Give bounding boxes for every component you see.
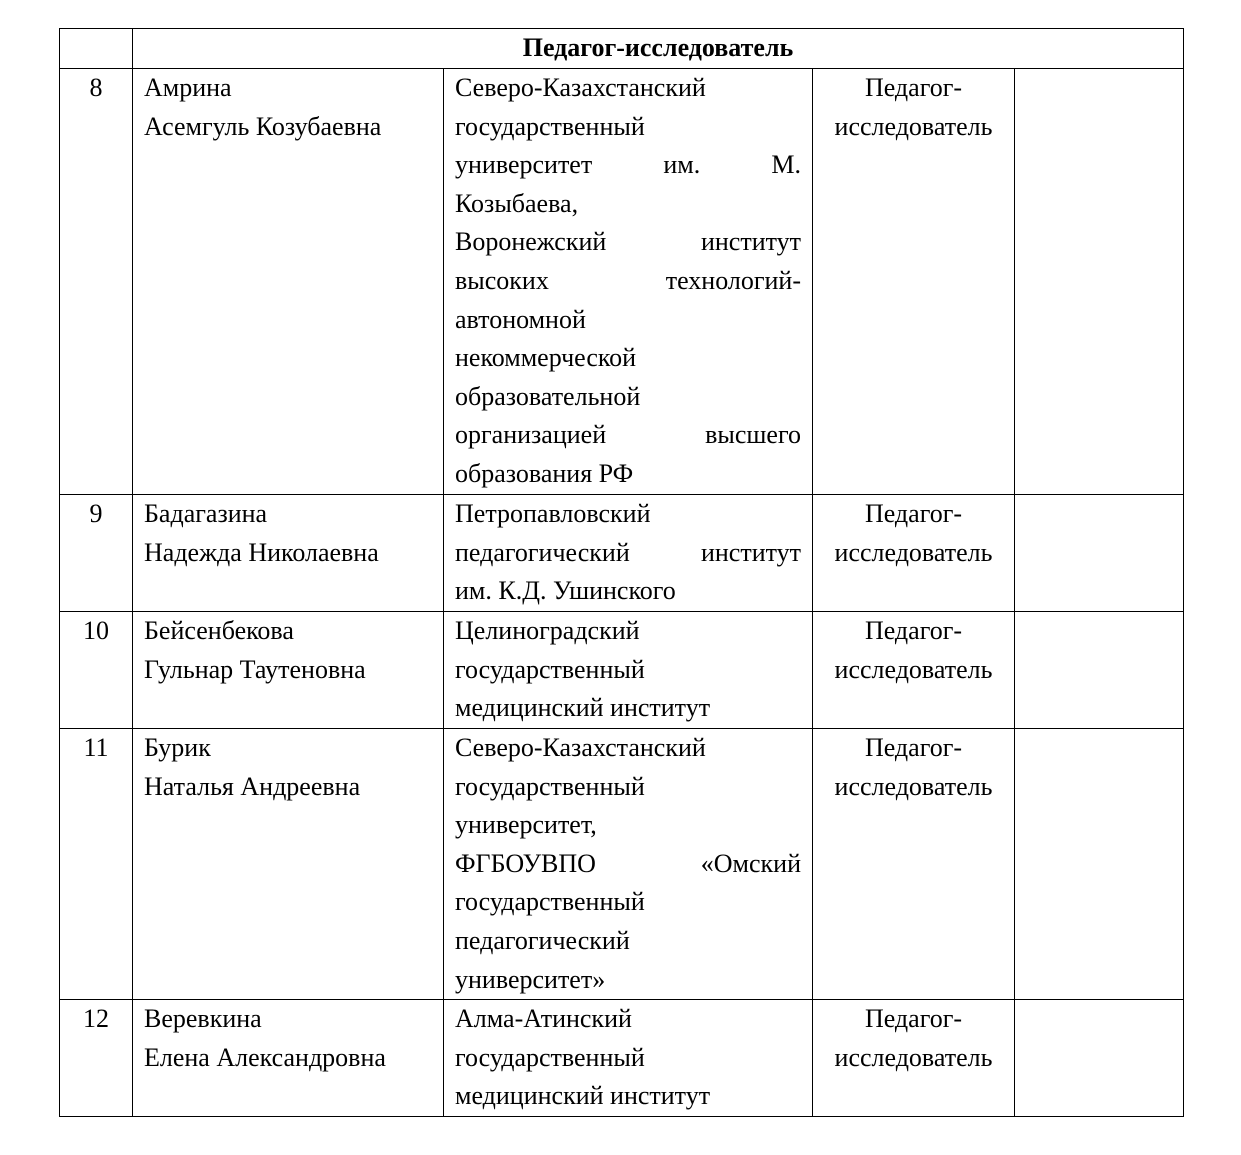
org-line: Целиноградский bbox=[455, 616, 640, 645]
person-surname: Веревкина bbox=[144, 1004, 262, 1034]
org-line: Северо-Казахстанский bbox=[455, 73, 706, 102]
position-line: Педагог- bbox=[864, 616, 963, 645]
org-line: педагогический институт bbox=[455, 537, 801, 567]
position-line: Педагог- bbox=[864, 733, 963, 762]
org-line: государственный bbox=[455, 1042, 645, 1072]
table-row bbox=[60, 495, 1184, 612]
section-header-row bbox=[60, 29, 1184, 69]
note-cell bbox=[1015, 1000, 1184, 1117]
org-line: Воронежский институт bbox=[455, 227, 801, 257]
org-line: государственный bbox=[455, 111, 645, 141]
position-line: Педагог- bbox=[864, 1004, 963, 1034]
person-surname: Бейсенбекова bbox=[144, 616, 294, 645]
position-line: Педагог- bbox=[864, 499, 963, 528]
person-given-name: Наталья Андреевна bbox=[144, 771, 361, 801]
table-row bbox=[60, 612, 1184, 729]
org-line: государственный bbox=[455, 887, 645, 917]
position-line: исследователь bbox=[834, 1042, 993, 1072]
position-line: исследователь bbox=[834, 537, 993, 567]
person-given-name: Асемгуль Козубаевна bbox=[144, 111, 382, 141]
org-line: университет, bbox=[455, 810, 597, 840]
table-row bbox=[60, 729, 1184, 1000]
person-surname: Бадагазина bbox=[144, 499, 268, 528]
person-given-name: Гульнар Таутеновна bbox=[144, 654, 366, 684]
person-name-cell bbox=[133, 69, 444, 495]
organization-cell bbox=[444, 495, 813, 612]
org-line: образования РФ bbox=[455, 458, 634, 488]
organization-cell bbox=[444, 1000, 813, 1117]
org-line: университет им. М. bbox=[455, 150, 801, 180]
person-name-cell bbox=[133, 495, 444, 612]
position-line: исследователь bbox=[834, 771, 993, 801]
note-cell bbox=[1015, 495, 1184, 612]
person-name-cell bbox=[133, 1000, 444, 1117]
position-line: Педагог- bbox=[864, 73, 963, 102]
org-line: ФГБОУВПО «Омский bbox=[455, 848, 801, 878]
org-line: Козыбаева, bbox=[455, 188, 579, 218]
section-title: Педагог-исследователь bbox=[133, 29, 1184, 69]
org-line: государственный bbox=[455, 654, 645, 684]
note-cell bbox=[1015, 729, 1184, 1000]
person-name-cell bbox=[133, 729, 444, 1000]
position-cell bbox=[813, 1000, 1015, 1117]
row-number: 11 bbox=[60, 729, 133, 1000]
organization-cell bbox=[444, 612, 813, 729]
person-surname: Амрина bbox=[144, 73, 232, 102]
org-line: Алма-Атинский bbox=[455, 1004, 632, 1034]
position-cell bbox=[813, 69, 1015, 495]
person-name-cell bbox=[133, 612, 444, 729]
org-line: Петропавловский bbox=[455, 499, 651, 528]
row-number: 10 bbox=[60, 612, 133, 729]
row-number: 9 bbox=[60, 495, 133, 612]
org-line: медицинский институт bbox=[455, 1081, 711, 1111]
person-given-name: Надежда Николаевна bbox=[144, 537, 379, 567]
organization-cell bbox=[444, 69, 813, 495]
section-header-num-cell bbox=[60, 29, 133, 69]
org-line: медицинский институт bbox=[455, 693, 711, 723]
organization-cell bbox=[444, 729, 813, 1000]
position-line: исследователь bbox=[834, 654, 993, 684]
org-line: государственный bbox=[455, 771, 645, 801]
org-line: им. К.Д. Ушинского bbox=[455, 576, 676, 606]
table-row bbox=[60, 1000, 1184, 1117]
position-cell bbox=[813, 729, 1015, 1000]
person-given-name: Елена Александровна bbox=[144, 1042, 386, 1072]
staff-table bbox=[59, 28, 1184, 1117]
person-surname: Бурик bbox=[144, 733, 211, 762]
note-cell bbox=[1015, 69, 1184, 495]
row-number: 12 bbox=[60, 1000, 133, 1117]
note-cell bbox=[1015, 612, 1184, 729]
org-line: педагогический bbox=[455, 925, 630, 955]
org-line: Северо-Казахстанский bbox=[455, 733, 706, 762]
org-line: образовательной bbox=[455, 381, 641, 411]
position-cell bbox=[813, 612, 1015, 729]
table-row bbox=[60, 69, 1184, 495]
position-cell bbox=[813, 495, 1015, 612]
row-number: 8 bbox=[60, 69, 133, 495]
org-line: некоммерческой bbox=[455, 343, 637, 373]
org-line: университет» bbox=[455, 964, 606, 994]
org-line: высоких технологий- bbox=[455, 265, 801, 295]
position-line: исследователь bbox=[834, 111, 993, 141]
org-line: организацией высшего bbox=[455, 420, 801, 450]
org-line: автономной bbox=[455, 304, 586, 334]
